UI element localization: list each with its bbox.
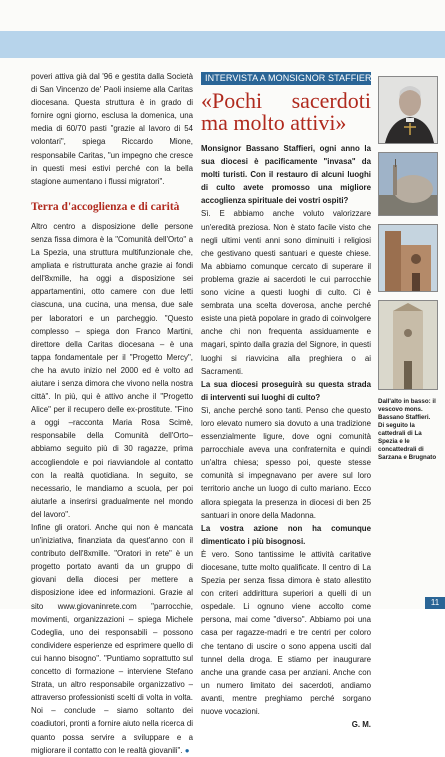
paragraph-oratori: [31, 521, 193, 757]
cathedral-brugnato-photo: [378, 300, 438, 390]
author-signature: G. M.: [351, 720, 371, 730]
paragraph-oratori-text: Infine gli oratori. Anche qui non è mancata un'iniziativa, finanziata da quest'anno con il contributo dell'8xmille. "Oratori in rete" è un progetto portato avanti da un gruppo di giovani della diocesi per mettere a disposizione idee ed informazioni. Grazie al sito www.giovaninrete.com "parrocchie, movimenti, organizzazioni – spiega Michele Codeglia, uno dei responsabili – possono condividere esperienze ed esprimere quello di cui hanno bisogno". "Puntiamo soprattutto sul concetto di formazione – interviene Stefano Strata, un altro responsabile organizzativo – attraverso professionisti scelti di volta in volta. Noi – conclude – siamo soltanto dei coadiutori, pronti a fornire aiuto nella ricerca di quanto possa servire a sviluppare e a migliorare il contatto con le realtà giovanili".: [31, 523, 193, 755]
section-heading: Terra d'accoglienza e di carità: [31, 200, 180, 213]
interview-title: «Pochi sacerdoti ma molto attivi»: [201, 88, 371, 135]
question-1: Monsignor Bassano Staffieri, ogni anno la sua diocesi è pacificamente "invasa" da molti turisti. Con il restauro di alcuni luoghi di culto avete promosso una migliore accoglienza spirituale dei vostri ospiti?: [201, 144, 371, 206]
photo-column: [378, 76, 438, 462]
cathedral-sarzana-photo: [378, 224, 438, 292]
end-mark-icon: ●: [184, 745, 190, 755]
interview-column: [201, 72, 375, 731]
question-2: La sua diocesi proseguirà su questa strada di interventi sui luoghi di culto?: [201, 379, 371, 402]
page-number: 11: [425, 597, 445, 609]
cathedral-la-spezia-photo: [378, 152, 438, 216]
paragraph-intro: poveri attiva già dal '96 e gestita dalla Società di San Vincenzo de' Paoli insieme alla Caritas diocesana. Questa struttura è in grado di fornire ogni giorno, esclusa la domenica, una media di 60/70 pasti "grazie al lavoro di 54 volontari", spiega Riccardo Mione, responsabile Caritas, "un impegno che cresce in questi mesi estivi perché con la bella stagione aumentano i flussi migratori".: [31, 72, 193, 186]
answer-1: Sì. E abbiamo anche voluto valorizzare un'eredità preziosa. Non è stato facile visto che negli ultimi venti anni sono diminuiti i religiosi che gestivano questi santuari e queste chiese. Ma abbiamo comunque cercato di superare il problema grazie ai sacerdoti le cui parrocchie sono vicine a questi luoghi di culto. Ci è sembrata una scelta doverosa, anche perché esiste una pietà popolare in grado di coinvolgere anche chi non frequenta assiduamente e magari, spinto dalla grazia del Signore, in questi luoghi si riavvicina alla preghiera o ai Sacramenti.: [201, 209, 371, 376]
left-text-column: [31, 70, 193, 757]
question-3: La vostra azione non ha comunque dimenticato i più bisognosi.: [201, 523, 371, 546]
top-color-band: [0, 31, 445, 58]
answer-3: È vero. Sono tantissime le attività caritative diocesane, tutte molto qualificate. Il centro di La Spezia per senza fissa dimora è stato allestito con criteri addirittura superiori a quelli di un ospedale. Li ognuno viene accolto come persona, mai come "diverso". Abbiamo poi una casa per ragazze-madri e tre centri per coloro che tentano di uscire o sono appena usciti dal tunnel della droga. E stiamo per inaugurare anche una grande casa per anziani. Anche con un numero limitato dei sacerdoti, andiamo avanti, mentre preghiamo perché sorgano nuove vocazioni.: [201, 549, 371, 717]
photo-caption: Dall'alto in basso: il vescovo mons. Bassano Staffieri. Di seguito la cattedrali di La Spezia e le concattedrali di Sarzana e Brugnato: [378, 398, 437, 461]
interview-label: INTERVISTA A MONSIGNOR STAFFIERI: [201, 72, 371, 85]
answer-2: Sì, anche perché sono tanti. Penso che questo loro elevato numero sia dovuto a una tradizione essenzialmente ligure, dove ogni comunità parrocchiale aveva una confraternita e quindi un'altra chiesa; spesso poi, queste stesse comunità si impegnavano per avere sul loro territorio anche un luogo di culto mariano. Ecco allora spiegata la presenza in diocesi di ben 25 santuari in onore della Madonna.: [201, 405, 371, 520]
paragraph-comunita-orto: Altro centro a disposizione delle persone senza fissa dimora è la "Comunità dell'Orto" a La Spezia, una struttura multifunzionale che, ampliata e ristrutturata anche grazie ai fondi dell'8xmille, ha oggi a disposizione sei appartamentini, otto camere con due letti ciascuna, una cucina, una mensa, due sale per laboratori e un parcheggio. "Questo complesso – spiega don Franco Martini, direttore della Caritas diocesana – è una tappa fondamentale per il "Progetto Mercy", che ha avuto inizio nel 2000 ed è volto ad aiutare i senza dimora che vivono nella nostra città". In più, qui è attivo anche il "Progetto Alice" per il recupero delle ex-prostitute. "Fino a oggi –racconta Maria Rosa Scimè, responsabile della Comunità dell'Orto– abbiamo seguito più di 30 ragazze, prima accogliendole e poi riavviandole al contatto con la realtà quotidiana. In seguito, se necessario, le mandiamo a scuola, per poi aiutarle a inserirsi gradualmente nel mondo del lavoro".: [31, 221, 193, 519]
bishop-portrait-photo: [378, 76, 438, 144]
